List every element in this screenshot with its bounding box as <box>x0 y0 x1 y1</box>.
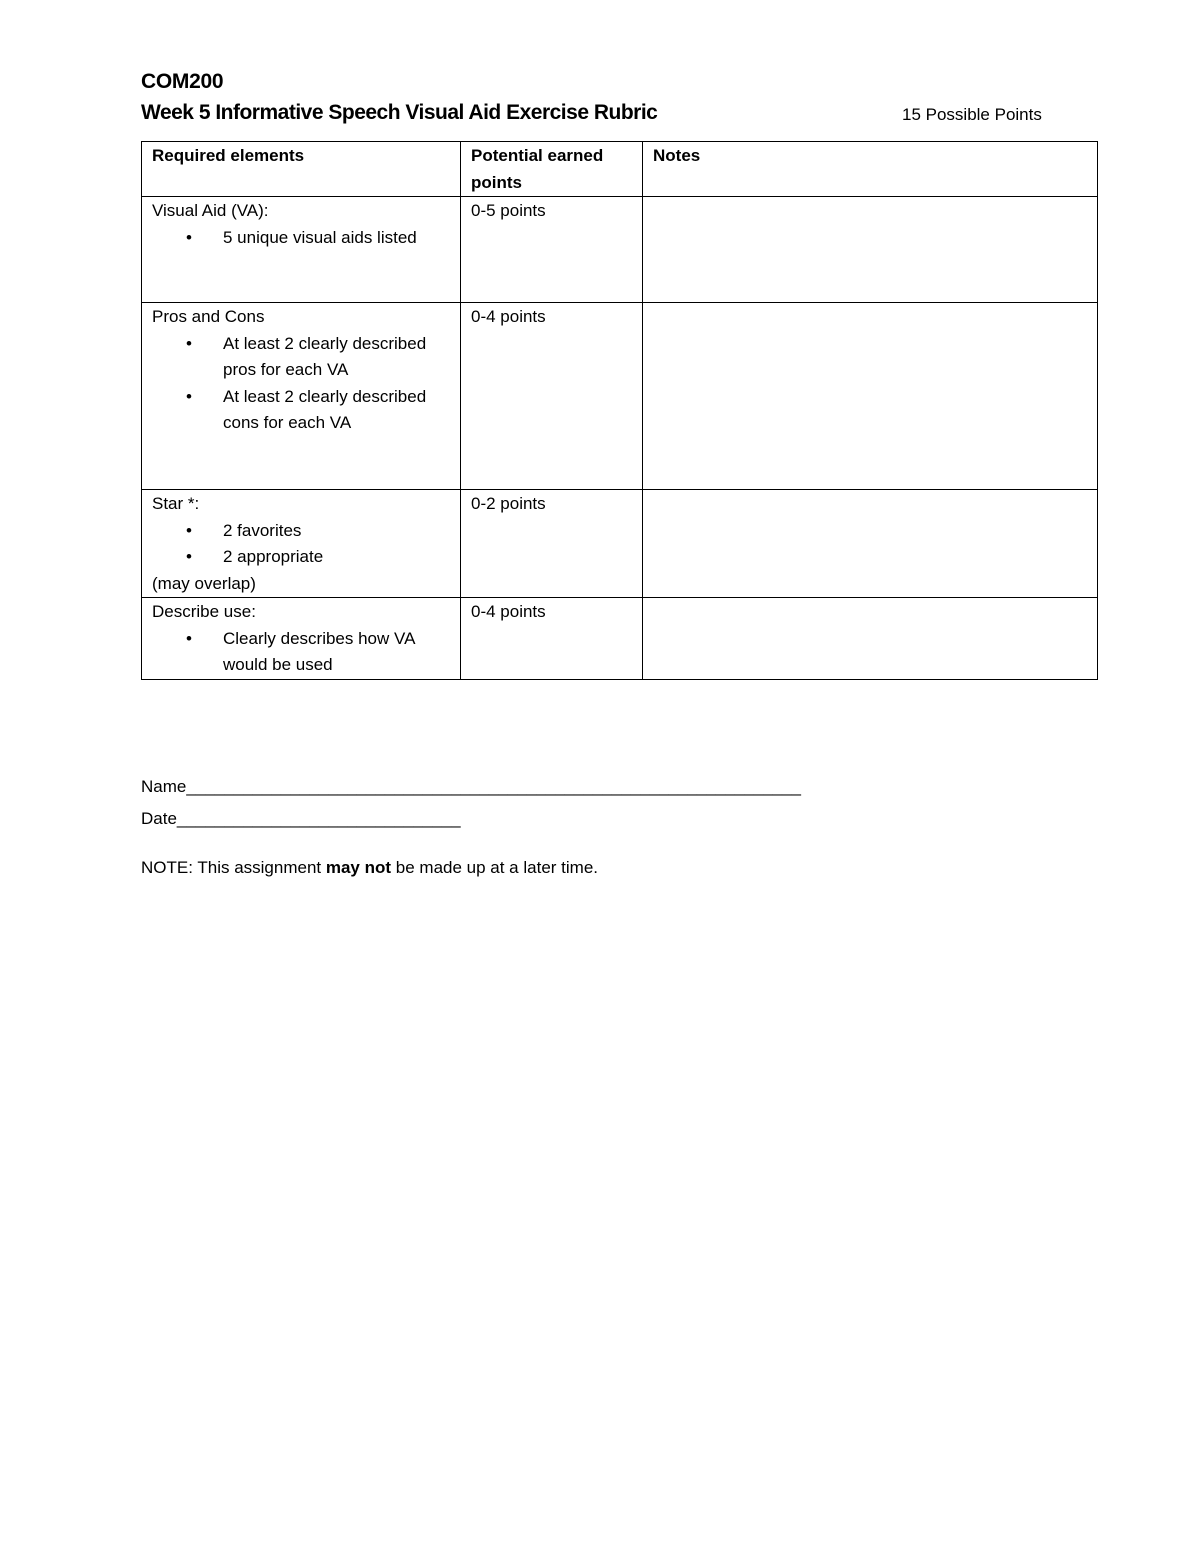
criteria-list <box>152 626 450 679</box>
criteria-heading: Pros and Cons <box>152 307 265 326</box>
table-row <box>142 490 1098 598</box>
rubric-table <box>141 141 1098 680</box>
points-cell: 0-4 points <box>461 598 643 680</box>
criteria-footnote: (may overlap) <box>152 573 256 593</box>
table-row <box>142 598 1098 680</box>
list-item <box>152 331 450 384</box>
bullet-icon: • <box>186 386 192 406</box>
note-emphasis: may not <box>325 858 392 877</box>
header-notes: Notes <box>643 142 1098 197</box>
table-row <box>142 197 1098 303</box>
assignment-note <box>141 858 598 878</box>
table-header-row <box>142 142 1098 197</box>
bullet-icon: • <box>186 628 192 648</box>
header-required-elements: Required elements <box>142 142 461 197</box>
criteria-text: 2 appropriate <box>223 547 324 566</box>
bullet-icon: • <box>186 333 192 353</box>
points-cell: 0-4 points <box>461 303 643 490</box>
criteria-cell <box>142 303 461 490</box>
criteria-text: 2 favorites <box>223 520 302 540</box>
bullet-icon: • <box>186 227 192 247</box>
criteria-text: At least 2 clearly described cons for each VA <box>223 386 427 432</box>
criteria-text: 5 unique visual aids listed <box>223 227 417 247</box>
notes-cell <box>643 598 1098 680</box>
criteria-list <box>152 331 450 437</box>
document-title: Week 5 Informative Speech Visual Aid Exercise Rubric <box>141 101 658 124</box>
course-code: COM200 <box>141 70 224 93</box>
criteria-list <box>152 225 450 252</box>
list-item <box>152 225 450 252</box>
criteria-cell <box>142 490 461 598</box>
list-item <box>152 518 450 545</box>
points-cell: 0-2 points <box>461 490 643 598</box>
notes-cell <box>643 490 1098 598</box>
date-signature-line: Date______________________________ <box>141 809 461 828</box>
criteria-heading: Star *: <box>152 494 200 513</box>
criteria-list <box>152 518 450 571</box>
name-signature-line: Name_________________________________________________________________ <box>141 777 801 796</box>
criteria-text: Clearly describes how VA would be used <box>223 628 415 674</box>
table-row <box>142 303 1098 490</box>
criteria-cell <box>142 598 461 680</box>
header-potential-points: Potential earned points <box>461 142 643 197</box>
note-prefix: NOTE: This assignment <box>141 858 326 877</box>
notes-cell <box>643 197 1098 303</box>
bullet-icon: • <box>186 547 192 566</box>
criteria-text: At least 2 clearly described pros for each VA <box>223 333 427 379</box>
list-item <box>152 544 450 571</box>
points-cell: 0-5 points <box>461 197 643 303</box>
possible-points: 15 Possible Points <box>902 105 1042 124</box>
criteria-cell <box>142 197 461 303</box>
list-item <box>152 384 450 437</box>
notes-cell <box>643 303 1098 490</box>
criteria-heading: Visual Aid (VA): <box>152 201 269 220</box>
note-suffix: be made up at a later time. <box>391 858 598 877</box>
list-item <box>152 626 450 679</box>
criteria-heading: Describe use: <box>152 602 256 621</box>
bullet-icon: • <box>186 520 192 540</box>
